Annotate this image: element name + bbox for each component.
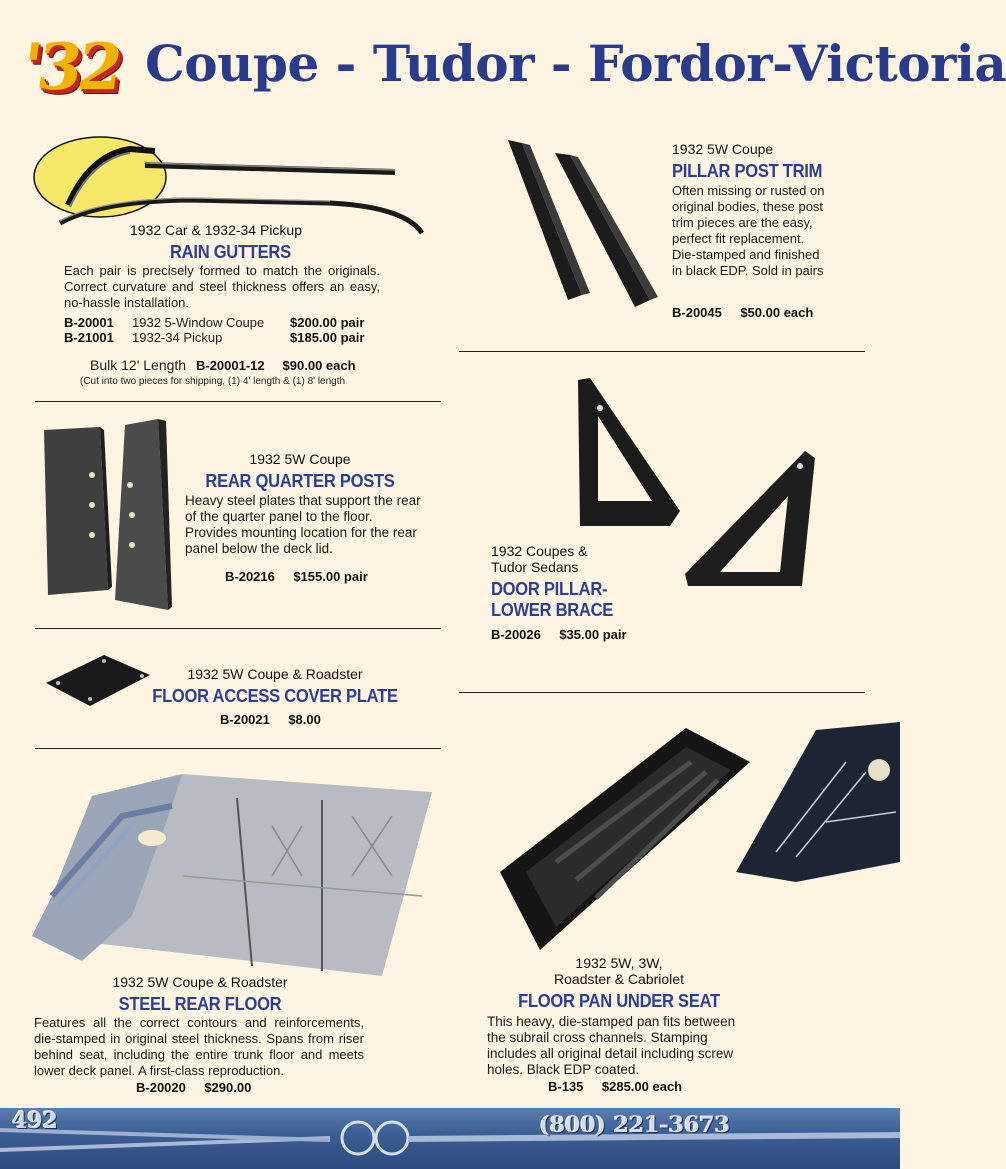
bulk-price: $90.00 each (282, 358, 356, 373)
rear-quarter-price-line (225, 568, 368, 586)
list-item (64, 330, 384, 345)
footer-ornament (0, 1108, 900, 1169)
sku: B-20001 (64, 315, 114, 330)
list-item (64, 315, 384, 330)
pillar-post-description: Often missing or rusted on original bodies, these post trim pieces are the easy, perfect fit replacement. Die-stamped and finished in black EDP. Sold in pairs (672, 183, 825, 278)
sku: B-20216 (225, 569, 275, 584)
price: $155.00 pair (293, 569, 368, 584)
divider (35, 628, 441, 629)
sku: B-135 (548, 1079, 584, 1094)
steel-rear-floor-subtitle: 1932 5W Coupe & Roadster (112, 974, 288, 990)
steel-rear-floor-description: Features all the correct contours and reinforcements, die-stamped in original steel thickness. Spans from riser behind seat, including the entire trunk floor and meets lower deck panel. A first-class reproduction. (34, 1015, 364, 1078)
floor-access-price-line (220, 711, 321, 729)
sku: B-21001 (64, 330, 114, 345)
floor-pan-price-line (548, 1078, 682, 1096)
floor-access-cover-image (44, 653, 152, 708)
floor-pan-title: FLOOR PAN UNDER SEAT (518, 991, 720, 1011)
year-logo: '32 (16, 30, 124, 105)
door-pillar-title-1: DOOR PILLAR- (491, 579, 608, 599)
steel-rear-floor-title: STEEL REAR FLOOR (118, 994, 282, 1014)
rear-quarter-posts-image (40, 415, 175, 615)
price: $290.00 (204, 1080, 252, 1095)
divider (459, 351, 865, 352)
page-title: Coupe - Tudor - Fordor-Victoria (145, 34, 1006, 93)
sku: B-20045 (672, 305, 722, 320)
page-number: 492 (12, 1108, 58, 1134)
floor-access-title: FLOOR ACCESS COVER PLATE (152, 686, 398, 706)
item-description: 1932 5-Window Coupe (132, 315, 265, 330)
pillar-post-subtitle: 1932 5W Coupe (672, 141, 774, 157)
door-pillar-price-line (491, 626, 627, 644)
rear-quarter-title: REAR QUARTER POSTS (205, 471, 395, 491)
floor-pan-image (496, 722, 900, 952)
price: $200.00 pair (290, 315, 365, 330)
floor-pan-subtitle-1: 1932 5W, 3W, (575, 955, 663, 971)
door-pillar-title-2: LOWER BRACE (491, 600, 614, 620)
door-pillar-subtitle-2: Tudor Sedans (491, 559, 579, 575)
steel-rear-floor-price-line (136, 1079, 251, 1097)
divider (35, 748, 441, 749)
price: $285.00 each (601, 1079, 683, 1094)
sku: B-20021 (220, 712, 270, 727)
price: $185.00 pair (290, 330, 365, 345)
phone-number: (800) 221-3673 (539, 1112, 730, 1138)
floor-pan-description: This heavy, die-stamped pan fits between the subrail cross channels. Stamping includes all original detail including screw holes. Black EDP coated. (487, 1014, 736, 1077)
price: $35.00 pair (559, 627, 627, 642)
pillar-post-price-line (672, 304, 813, 322)
rain-gutters-items (64, 315, 384, 345)
bulk-sku: B-20001-12 (195, 358, 265, 373)
rain-gutters-description: Each pair is precisely formed to match the originals. Correct curvature and steel thickness offers an easy, no-hassle installation. (64, 263, 380, 310)
bulk-note: (Cut into two pieces for shipping, (1) 4' length & (1) 8' length (80, 376, 346, 387)
door-pillar-brace-image (570, 376, 815, 601)
pillar-post-trim-image (500, 135, 670, 315)
steel-rear-floor-image (22, 766, 432, 978)
sku: B-20026 (491, 627, 541, 642)
rear-quarter-subtitle: 1932 5W Coupe (249, 451, 351, 467)
rear-quarter-description: Heavy steel plates that support the rear of the quarter panel to the floor. Provides mounting location for the rear panel below the deck lid. (185, 493, 421, 556)
divider (459, 692, 865, 693)
door-pillar-subtitle-1: 1932 Coupes & (491, 543, 588, 559)
divider (35, 401, 441, 402)
floor-pan-subtitle-2: Roadster & Cabriolet (554, 971, 684, 987)
price: $8.00 (288, 712, 321, 727)
floor-access-subtitle: 1932 5W Coupe & Roadster (187, 666, 363, 682)
pillar-post-title: PILLAR POST TRIM (672, 161, 823, 181)
price: $50.00 each (740, 305, 814, 320)
sku: B-20020 (136, 1080, 186, 1095)
rain-gutters-title: RAIN GUTTERS (170, 242, 291, 262)
item-description: 1932-34 Pickup (132, 330, 223, 345)
bulk-label: Bulk 12' Length (90, 357, 187, 373)
rain-gutters-subtitle: 1932 Car & 1932-34 Pickup (130, 222, 302, 238)
bulk-line (90, 357, 356, 373)
footer-band (0, 1108, 900, 1169)
